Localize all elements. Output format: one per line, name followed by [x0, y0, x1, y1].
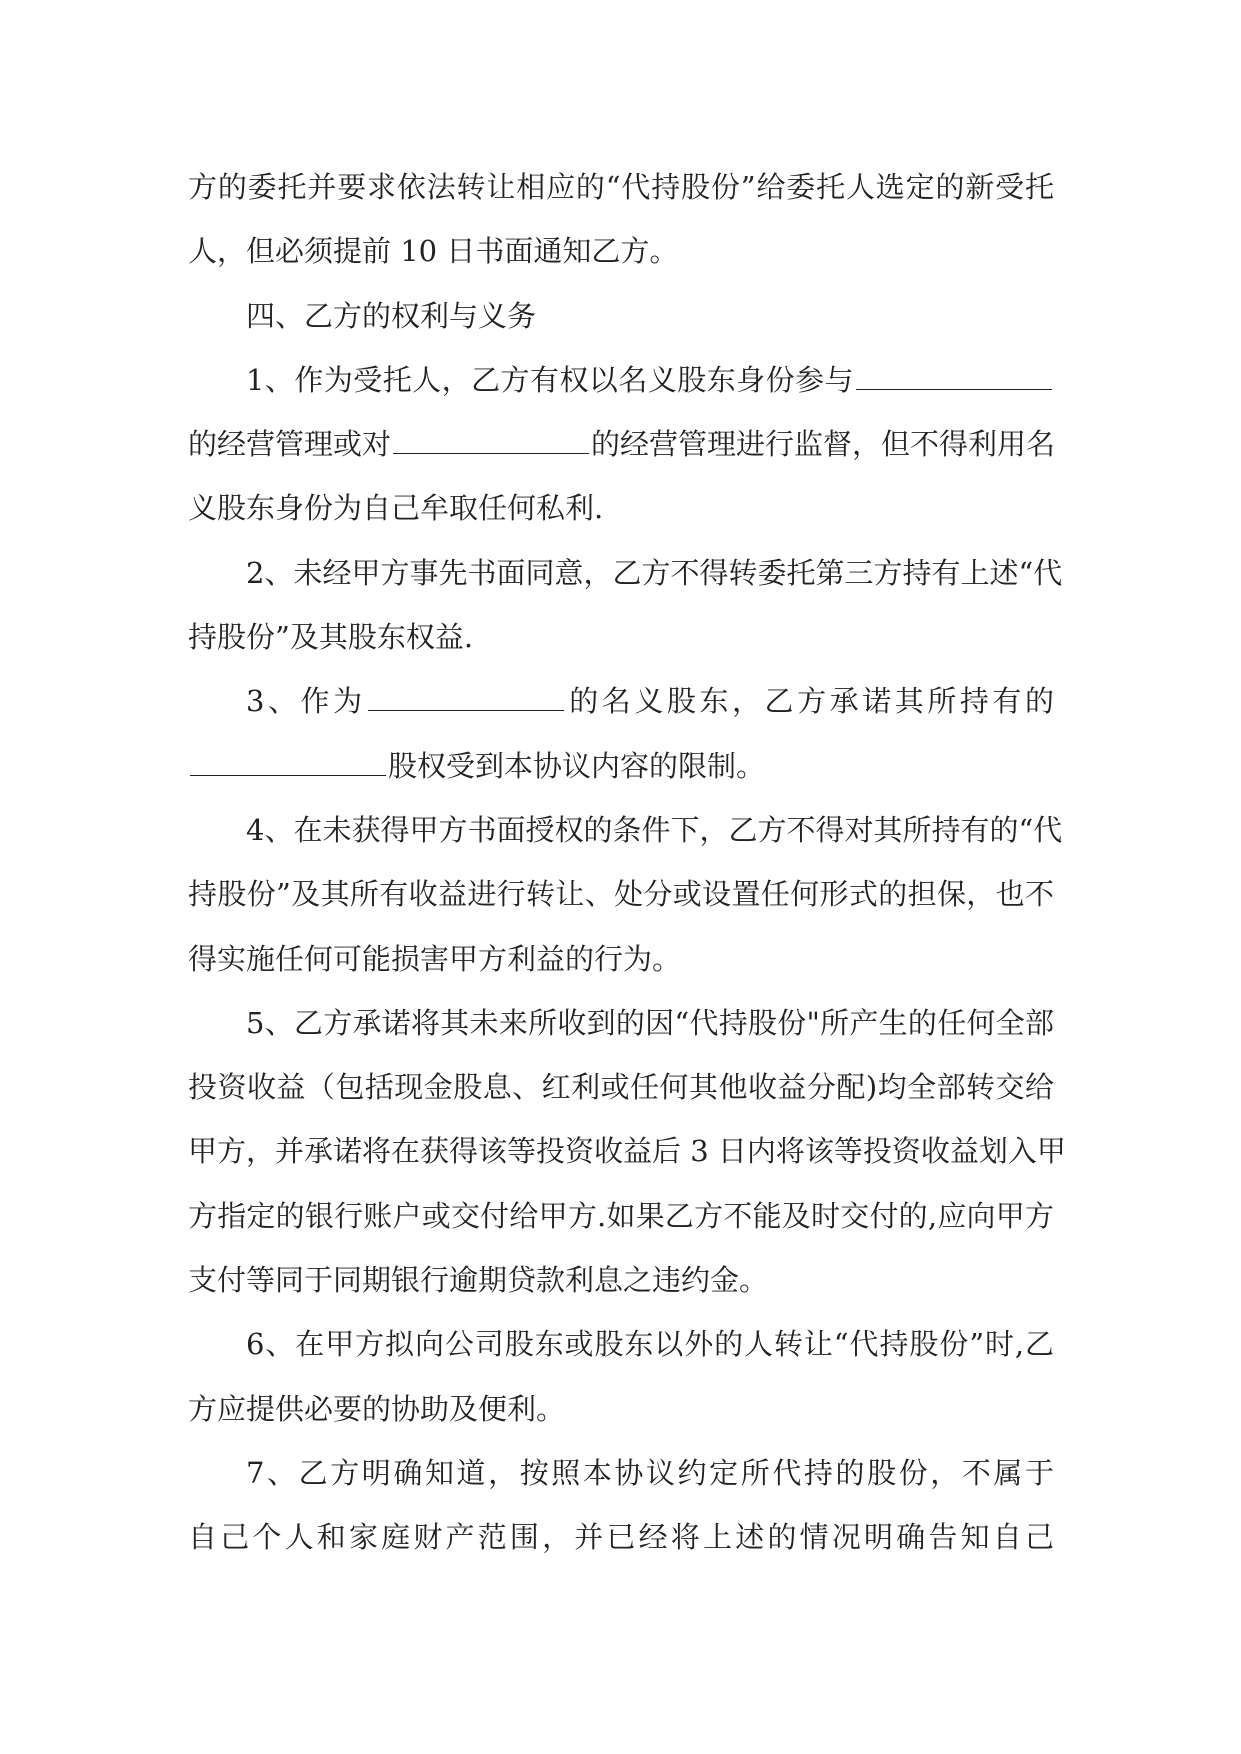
- paragraph-line: 投资收益（包括现金股息、红利或任何其他收益分配)均全部转交给: [188, 1070, 1054, 1105]
- clause-text: 股权受到本协议内容的限制。: [388, 748, 766, 783]
- fill-in-blank: [856, 367, 1052, 390]
- clause-text: 3、作为: [246, 684, 366, 719]
- paragraph-line: [188, 348, 1054, 412]
- paragraph-line: 方应提供必要的协助及便利。: [188, 1391, 566, 1426]
- clause-text: 的名义股东，乙方承诺其所持有的: [565, 684, 1054, 719]
- paragraph-line: 自己个人和家庭财产范围，并已经将上述的情况明确告知自己: [188, 1520, 1054, 1555]
- paragraph-line: 持股份”及其股东权益.: [188, 620, 474, 655]
- fill-in-blank: [368, 688, 564, 711]
- paragraph-line: 2、未经甲方事先书面同意，乙方不得转委托第三方持有上述“代: [246, 555, 1063, 590]
- clause-text: 1、作为受托人，乙方有权以名义股东身份参与: [246, 362, 854, 397]
- paragraph-line: [188, 669, 1054, 733]
- paragraph-line: 7、乙方明确知道，按照本协议约定所代持的股份，不属于: [246, 1455, 1054, 1490]
- fill-in-blank: [393, 431, 589, 454]
- section-heading: 四、乙方的权利与义务: [246, 298, 537, 333]
- paragraph-line: 方的委托并要求依法转让相应的“代持股份”给委托人选定的新受托: [188, 170, 1054, 204]
- fill-in-blank: [190, 753, 386, 776]
- paragraph-line: 义股东身份为自己牟取任何私利.: [188, 491, 604, 526]
- paragraph-line: 得实施任何可能损害甲方利益的行为。: [188, 941, 682, 976]
- document-body: [188, 155, 1066, 1570]
- paragraph-line: 4、在未获得甲方书面授权的条件下，乙方不得对其所持有的“代: [246, 812, 1063, 847]
- paragraph-line: 5、乙方承诺将其未来所收到的因“代持股份"所产生的任何全部: [246, 1005, 1054, 1040]
- clause-text: 的经营管理或对: [188, 427, 392, 462]
- paragraph-line: 持股份”及其所有收益进行转让、处分或设置任何形式的担保，也不: [188, 877, 1054, 912]
- paragraph-line: 方指定的银行账户或交付给甲方.如果乙方不能及时交付的,应向甲方: [188, 1198, 1054, 1233]
- paragraph-line: 人，但必须提前 10 日书面通知乙方。: [188, 234, 679, 269]
- paragraph-line: 支付等同于同期银行逾期贷款利息之违约金。: [188, 1263, 769, 1298]
- paragraph-line: [188, 412, 1054, 476]
- paragraph-line: 6、在甲方拟向公司股东或股东以外的人转让“代持股份”时,乙: [246, 1327, 1054, 1362]
- clause-text: 的经营管理进行监督，但不得利用名: [591, 427, 1056, 462]
- paragraph-line: [188, 734, 1054, 798]
- paragraph-line: 甲方，并承诺将在获得该等投资收益后 3 日内将该等投资收益划入甲: [188, 1134, 1066, 1169]
